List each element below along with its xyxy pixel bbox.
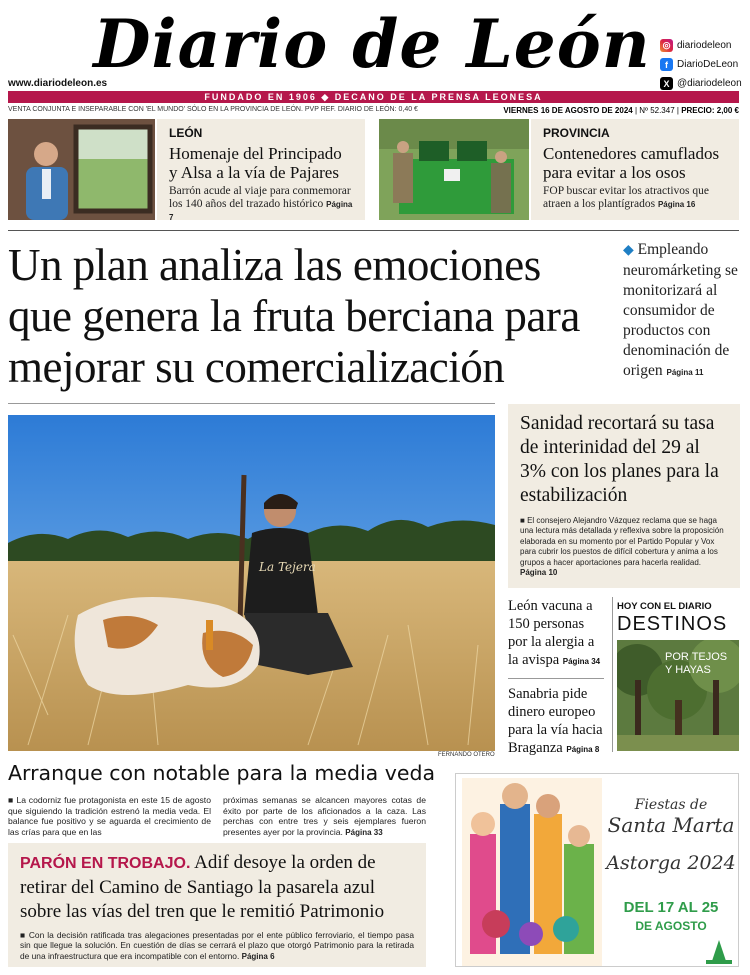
brief-sanabria-headline-text: Sanabria pide dinero europeo para la vía hacia Braganza xyxy=(508,686,603,756)
teaser-leon-summary-text: Barrón acude al viaje para conmemorar los 140 años del trazado histórico xyxy=(169,185,351,210)
paron-page: Página 6 xyxy=(241,951,275,961)
instagram-icon: ◎ xyxy=(660,39,673,52)
bullet-icon: ■ xyxy=(520,516,528,525)
paron-body xyxy=(20,930,414,962)
paron-headline-text: Adif desoye la orden de retirar del Camino de Santiago la pasarela azul sobre las vías del tren que le remitió Patrimonio xyxy=(20,852,385,922)
brief-vacuna-page: Página 34 xyxy=(562,657,601,666)
photo-credit: FERNANDO OTERO xyxy=(438,752,495,758)
newspaper-title: Diario de León xyxy=(93,5,651,83)
sanidad-page: Página 10 xyxy=(520,568,558,578)
bullet-icon: ■ xyxy=(8,795,17,805)
website-link[interactable]: www.diariodeleon.es xyxy=(8,78,108,89)
divider xyxy=(8,230,739,231)
divider xyxy=(8,403,495,404)
sanidad-body-text: El consejero Alejandro Vázquez reclama que se haga una lectura más detallada y reflexiva sobre la proposición elaborada en su momento por el Partido Popular y Vox para cubrir los puestos de difícil cobertura y anima a los grupos a hacer aportaciones para hacerla realidad. xyxy=(520,516,724,567)
veda-col-1 xyxy=(8,795,211,837)
issue-number: Nº 52.347 xyxy=(639,106,675,115)
x-icon: X xyxy=(660,77,673,90)
paron-kicker: PARÓN EN TROBAJO. xyxy=(20,855,191,872)
social-facebook[interactable] xyxy=(660,55,742,74)
brief-vacuna-headline xyxy=(508,597,604,671)
teaser-provincia-headline[interactable]: Contenedores camuflados para evitar a los osos xyxy=(543,144,720,182)
teaser-leon-page: Página 7 xyxy=(169,200,353,222)
brief-sanabria[interactable] xyxy=(508,685,604,759)
issue-info: VIERNES 16 DE AGOSTO DE 2024 | Nº 52.347 | PRECIO: 2,00 € xyxy=(503,106,739,115)
fiestas-line1: Fiestas de xyxy=(634,797,708,813)
fiestas-dates-bottom: DE AGOSTO xyxy=(635,919,707,933)
forest-illustration xyxy=(617,640,739,751)
facebook-icon: f xyxy=(660,58,673,71)
fiestas-dates-top: DEL 17 AL 25 xyxy=(623,899,719,916)
sanidad-headline[interactable]: Sanidad recortará su tasa de interinidad del 29 al 3% con los planes para la estabilización xyxy=(520,413,719,506)
paron-headline[interactable] xyxy=(20,851,414,924)
teaser-leon[interactable] xyxy=(157,119,365,220)
sale-notice-text: VENTA CONJUNTA E INSEPARABLE CON 'EL MUNDO' SÓLO EN LA PROVINCIA DE LEÓN. PVP REF. DIARIO DE LEÓN: 0,40 € xyxy=(8,106,418,113)
brief-vacuna[interactable] xyxy=(508,597,604,671)
sanidad-body xyxy=(520,516,728,578)
teaser-provincia-page: Página 16 xyxy=(657,200,696,209)
teaser-provincia-section: PROVINCIA xyxy=(543,126,610,140)
fiestas-city: Astorga 2024 xyxy=(606,852,736,874)
destinos-title[interactable]: DESTINOS xyxy=(617,613,728,635)
issue-price: PRECIO: 2,00 € xyxy=(681,106,739,115)
main-side-note-text: Empleando neuromárketing se monitorizará al consumidor de productos con denominación de origen xyxy=(623,241,738,379)
brief-sanabria-page: Página 8 xyxy=(566,745,600,754)
teaser-provincia-summary-text: FOP buscar evitar los atractivos que atraen a los plantígrados xyxy=(543,185,709,210)
sale-notice xyxy=(8,106,739,117)
hoy-tag: HOY CON EL DIARIO xyxy=(617,601,712,612)
teaser-leon-summary xyxy=(169,185,353,224)
sanidad-story[interactable] xyxy=(508,404,740,588)
brief-sanabria-headline xyxy=(508,685,604,759)
destinos-subtitle-2: Y HAYAS xyxy=(665,664,711,676)
main-side-note xyxy=(623,240,741,383)
containers-illustration xyxy=(379,119,529,220)
divider xyxy=(612,597,613,752)
veda-page: Página 33 xyxy=(345,827,383,837)
destinos-cover[interactable] xyxy=(617,640,739,751)
hunter-with-dog-illustration xyxy=(8,415,495,751)
paron-story[interactable] xyxy=(8,843,426,967)
social-instagram[interactable] xyxy=(660,36,742,55)
hunter-shirt-text: La Tejera xyxy=(259,560,316,574)
main-photo xyxy=(8,415,495,751)
brief-vacuna-headline-text: León vacuna a 150 personas por la alergia a la avispa xyxy=(508,598,595,668)
teaser-provincia-summary xyxy=(543,185,727,211)
train-interior-illustration xyxy=(8,119,155,220)
teaser-provincia-photo xyxy=(379,119,529,220)
issue-date: VIERNES 16 DE AGOSTO DE 2024 xyxy=(503,106,633,115)
instagram-handle: diariodeleon xyxy=(677,40,732,51)
paron-body-text: Con la decisión ratificada tras alegaciones presentadas por el ente público ferroviario, el tiempo pasa sin que llegue la solución. En cuestión de días se cerrará el plazo que otorgó Patrimonio para la retirada de una infraestructura que era incompatible con el entorno. xyxy=(20,930,415,961)
destinos-subtitle-1: POR TEJOS xyxy=(665,651,728,663)
main-side-page: Página 11 xyxy=(666,368,704,377)
diamond-icon: ◆ xyxy=(623,243,634,258)
teaser-leon-headline[interactable]: Homenaje del Principado y Alsa a la vía de Pajares xyxy=(169,144,342,182)
teaser-leon-section: LEÓN xyxy=(169,126,203,140)
divider xyxy=(508,678,604,679)
fiestas-santa-marta-ad[interactable] xyxy=(455,773,739,967)
teaser-leon-photo xyxy=(8,119,155,220)
fiestas-line2: Santa Marta xyxy=(607,813,735,837)
tagline-bar: FUNDADO EN 1906 ◆ DECANO DE LA PRENSA LEONESA xyxy=(8,91,739,103)
veda-col-2-text: próximas semanas se alcancen mayores cotas de éxito por parte de los aficionados a la caza. Las perchas con entre tres y seis ejemplares fueron presentes ayer por la provincia. xyxy=(223,795,426,837)
social-links xyxy=(660,36,742,93)
teaser-provincia[interactable] xyxy=(531,119,739,220)
bullet-icon: ■ xyxy=(20,930,29,940)
main-headline[interactable]: Un plan analiza las emociones que genera la fruta berciana para mejorar su comercialización xyxy=(8,240,580,392)
facebook-handle: DiarioDeLeon xyxy=(677,59,739,70)
veda-col-1-text: La codorniz fue protagonista en este 15 de agosto que siguiendo la tradición estrenó la media veda. El balance fue positivo y se aguarda el crecimiento de las crías para que en las xyxy=(8,795,211,837)
x-handle: @diariodeleon xyxy=(677,78,742,89)
fiestas-poster xyxy=(456,774,739,967)
veda-col-2 xyxy=(223,795,426,838)
veda-headline[interactable]: Arranque con notable para la media veda xyxy=(8,761,436,785)
